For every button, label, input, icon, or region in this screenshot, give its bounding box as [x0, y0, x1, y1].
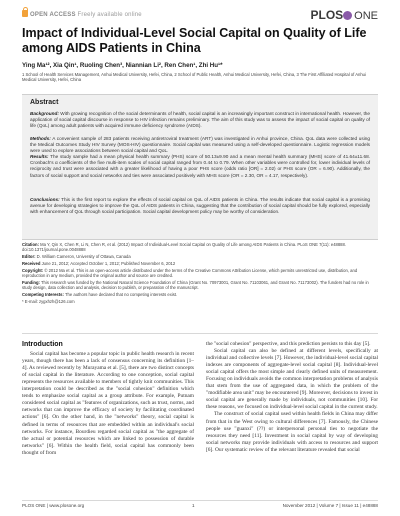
editor-label: Editor:: [22, 254, 36, 260]
introduction-heading: Introduction: [22, 341, 63, 348]
abstract-methods: [30, 136, 370, 155]
abstract-heading: Abstract: [30, 99, 59, 106]
editor-text: D. William Cameron, University of Ottawa, Canada: [36, 254, 131, 260]
copyright: [22, 268, 378, 279]
funding-text: This research was funded by the National Natural Science Foundation of China (Grant No. 70973001, Grant No. 71103061, and Grant No. 71173002). The funders had no role in study design, data collection and analysis, decision to publish, or preparation of the manuscript.: [22, 280, 369, 291]
intro-paragraph: Social capital can also be defined at different levels, specifically at individual and collective levels [7]. However, the individual-level social capital indexes are components of aggregate-level social capital [8]. Individual-level social capital offers the most simple and clearly defined units of measurement. Focusing on individuals avoids the common interpretation problems of analysis that stem from the use of aggregated data, in which the problem of the "modifiable area unit" may be encountered [9]. Moreover, decisions to invest in social capital are generally made by individuals, not communities [10]. For these reasons, we focused on individual-level social capital in the current study.: [206, 348, 378, 411]
divider: [22, 333, 378, 334]
dates: [22, 261, 378, 266]
freely-available-label: Freely available online: [77, 12, 142, 18]
affiliations: 1 School of Health Services Management, Anhui Medical University, Hefei, China, 2 School of Public Health, Anhui Medical University, Hefei, China, 3 The First Affiliated Hospital of Anhui Medical University, Hefei, China: [22, 72, 366, 83]
abstract-results: [30, 154, 370, 179]
page-footer: [22, 500, 378, 511]
competing-text: The authors have declared that no competing interests exist.: [64, 292, 178, 298]
abstract-conclusions: [30, 197, 370, 216]
copyright-label: Copyright:: [22, 267, 44, 273]
corresponding-email: * E-mail: zygxhzh@126.com: [22, 299, 75, 305]
open-access-label: OPEN ACCESS: [30, 12, 76, 18]
results-label: Results:: [30, 154, 49, 159]
funding: [22, 280, 378, 291]
citation-text: Ma Y, Qin X, Chen R, Li N, Chen R, et al. (2012) Impact of Individual-Level Social Capital on Quality of Life among AIDS Patients in China. PLoS ONE 7(11): e48888. doi:10.1371/journal.pone.0048888: [22, 242, 347, 253]
footer-issue: November 2012 | Volume 7 | Issue 11 | e48888: [282, 503, 378, 508]
plos-one-label: ONE: [354, 10, 378, 22]
methods-text: A convenient sample of 283 patients receiving antiretroviral treatment (ART) was investigated in Anhui province, China. QoL data were collected using the Medical Outcomes Study HIV Survey (MOS-HIV) questionnaire. Social capital was measured using a self-developed questionnaire. Logistic regression models were used to explore associations between social capital and QoL.: [30, 136, 370, 154]
results-text: The study sample had a mean physical health summary (PHS) score of 50.13±9.90 and a mean mental health summary (MHS) score of 41.64±11.68. Cronbach's α coefficients of the five multi-item scales of social capital ranged from 0.44 to 0.79. When other variables were controlled for, lower individual levels of reciprocity and trust were associated with a greater likelihood of having a poor PHS score (odds ratio [OR] = 2.02) or PHS score (OR = 6.90). Additionally, the factors of social support and social networks and ties were associated positively with MHS score (OR = 2.30, OR = 4.17, respectively).: [30, 154, 370, 178]
citation: [22, 242, 378, 253]
background-label: Background:: [30, 111, 59, 116]
abstract-box: [22, 94, 378, 240]
intro-paragraph: The construct of social capital used within health fields in China may differ from that in the West owing to cultural differences [7]. Famously, the Chinese people use "guanxi" (??) or interpersonal personal ties to negotiate the resources they need [11]. Investment in social capital by way of developing social networks may provide individuals with access to resources and support [6]. Our systematic review of the relevant literature revealed that social: [206, 411, 378, 453]
conclusions-text: This is the first report to explore the effects of social capital on QoL of AIDS patients in China. The results indicate that social capital is a promising avenue for developing strategies to improve the QoL of AIDS patients in China, suggesting that the contribution of social capital should be fully explored, especially with enhancement of QoL through social participation. Social capital development policy may be worthy of consideration.: [30, 197, 371, 215]
body-column-left: [22, 341, 194, 457]
methods-label: Methods:: [30, 136, 51, 141]
intro-paragraph: Social capital has become a popular topic in public health research in recent years, though there has been a lack of consensus concerning its definition [1–4]. As reviewed recently by Murayama et al. [5], there are two distinct concepts of social capital in the literature. According to one conception, social capital represents the resources available to members of tightly knit communities. This interpretation could be described as the "social cohesion" definition which tends to emphasize social capital as a group attribute. For example, Putnam considered social capital as "features of organizations, such as trust, norms, and networks that can improve the efficacy of society by facilitating coordinated actions" [6]. On the other hand, in the "networks" theory, social capital is defined in terms of resources that are embedded within an individual's social networks. For instance, Bourdieu regarded social capital as "the aggregate of the actual or potential resources which are linked to possession of durable networks" [6]. Within the health field, social capital has commonly been thought of from: [22, 351, 194, 456]
abstract-background: [30, 111, 370, 130]
journal-logo: [310, 8, 378, 22]
page-number: 1: [192, 503, 195, 508]
author-list: Ying Ma¹², Xia Qin¹, Ruoling Chen³, Niannian Li², Ren Chen¹, Zhi Hu¹*: [22, 62, 223, 69]
footer-journal: PLOS ONE | www.plosone.org: [22, 503, 85, 508]
open-lock-icon: [22, 10, 28, 17]
competing-interests: [22, 292, 378, 297]
article-info: [22, 242, 378, 306]
competing-label: Competing Interests:: [22, 292, 64, 298]
article-title: Impact of Individual-Level Social Capital on Quality of Life among AIDS Patients in China: [22, 26, 367, 55]
intro-paragraph: the "social cohesion" perspective, and this prediction persists to this day [5].: [206, 341, 371, 347]
citation-label: Citation:: [22, 242, 39, 247]
conclusions-label: Conclusions:: [30, 197, 60, 202]
dates-text: June 21, 2012; Accepted October 1, 2012; Published November 6, 2012: [41, 261, 176, 267]
journal-header: [22, 10, 378, 22]
editor: [22, 254, 378, 259]
dates-label: Received: [22, 261, 41, 267]
body-column-right: [206, 341, 378, 454]
open-access-badge: [22, 10, 142, 20]
plos-circle-icon: [343, 11, 352, 20]
plos-mark: PLOS: [310, 8, 344, 22]
background-text: With growing recognition of the social determinants of health, social capital is an increasingly important construct in international health. However, the application of social capital discourse in response to HIV infection remains preliminary. The aim of this study was to assess the impact of social capital on quality of life (QoL) among adult patients with acquired immune deficiency syndrome (AIDS).: [30, 111, 370, 129]
funding-label: Funding:: [22, 280, 40, 286]
copyright-text: © 2012 Ma et al. This is an open-access article distributed under the terms of the Creative Commons Attribution License, which permits unrestricted use, distribution, and reproduction in any medium, provided the original author and source are credited.: [22, 267, 358, 279]
